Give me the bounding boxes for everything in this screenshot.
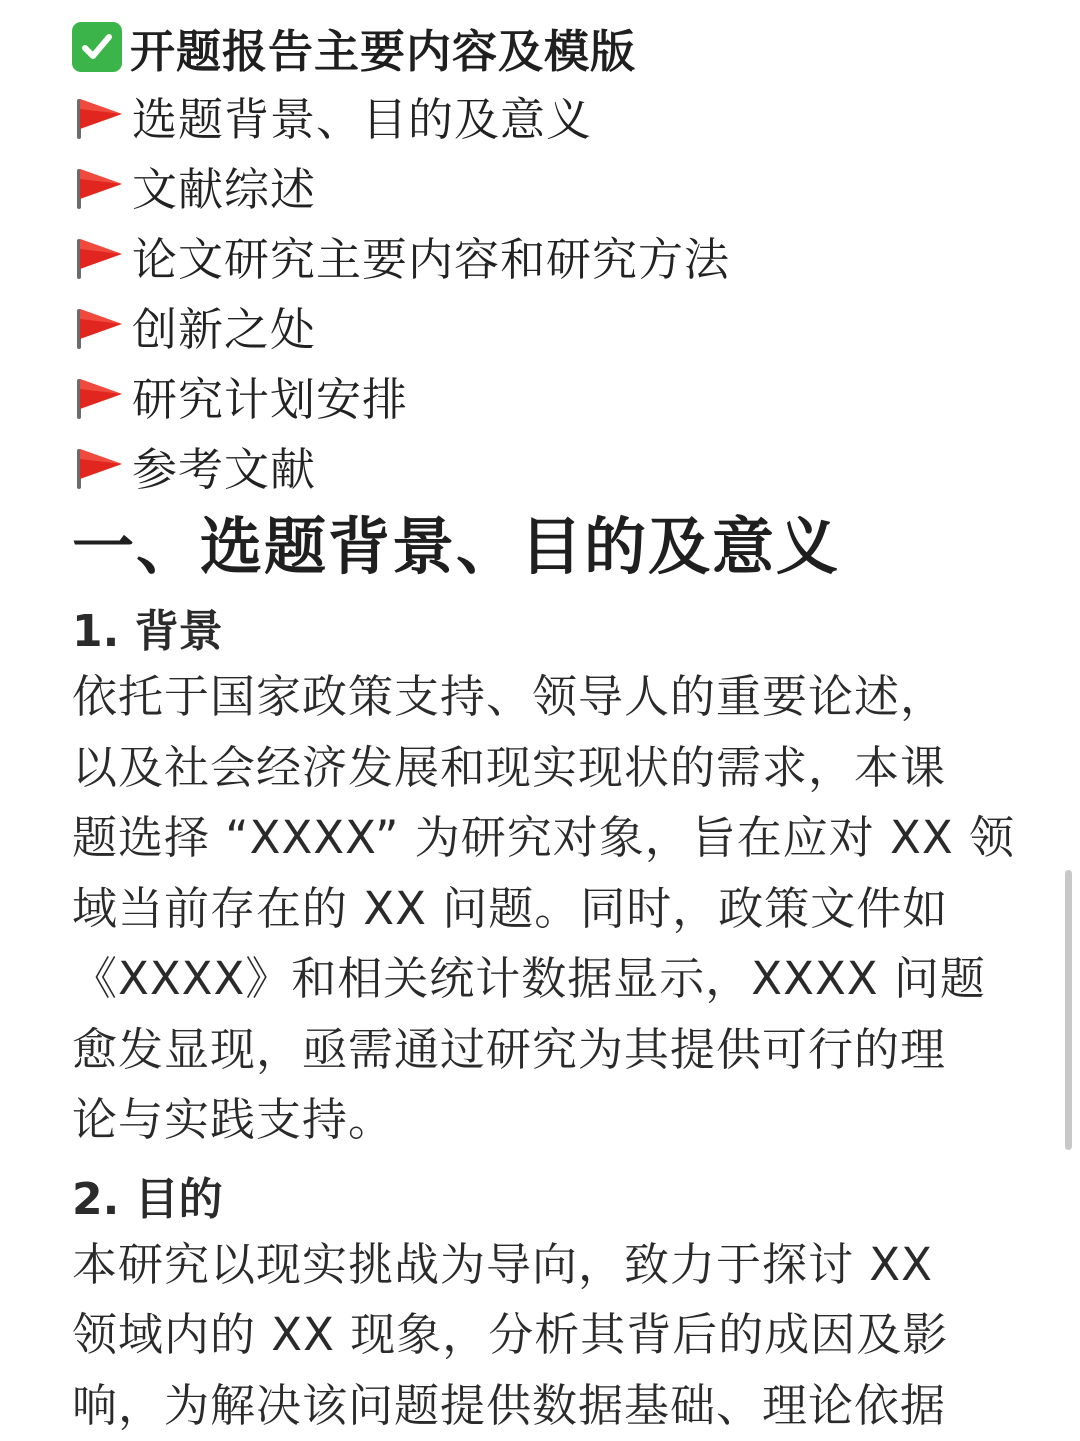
outline-item [72, 220, 1022, 290]
red-flag-icon [72, 227, 126, 283]
paragraph-line: 《XXXX》和相关统计数据显示，XXXX 问题 [72, 944, 1022, 1015]
outline-item-label: 论文研究主要内容和研究方法 [132, 223, 730, 288]
outline-item-label: 参考文献 [132, 433, 316, 498]
red-flag-icon [72, 87, 126, 143]
paragraph-line: 本研究以现实挑战为导向，致力于探讨 XX [72, 1230, 1022, 1301]
purpose-heading: 2. 目的 [72, 1170, 1022, 1230]
section-heading: 一、选题背景、目的及意义 [72, 506, 1022, 588]
paragraph-line: 以及社会经济发展和现实现状的需求，本课 [72, 733, 1022, 804]
title-row [72, 14, 1022, 80]
red-flag-icon [72, 367, 126, 423]
paragraph-line: 响，为解决该问题提供数据基础、理论依据 [72, 1371, 1022, 1441]
outline-item [72, 360, 1022, 430]
red-flag-icon [72, 437, 126, 493]
check-mark-icon [72, 22, 122, 72]
document-page [72, 14, 1022, 1441]
background-heading: 1. 背景 [72, 602, 1022, 662]
outline-item-label: 选题背景、目的及意义 [132, 83, 592, 148]
document-title: 开题报告主要内容及模版 [130, 15, 636, 80]
outline-item-label: 创新之处 [132, 293, 316, 358]
background-paragraph [72, 662, 1022, 1156]
paragraph-line: 题选择 “XXXX” 为研究对象，旨在应对 XX 领 [72, 803, 1022, 874]
paragraph-line: 依托于国家政策支持、领导人的重要论述， [72, 662, 1022, 733]
paragraph-line: 愈发显现，亟需通过研究为其提供可行的理 [72, 1015, 1022, 1086]
outline-item [72, 430, 1022, 500]
outline-item [72, 150, 1022, 220]
outline-item [72, 290, 1022, 360]
vertical-scrollbar[interactable] [1065, 870, 1072, 1150]
outline-item-label: 研究计划安排 [132, 363, 408, 428]
paragraph-line: 论与实践支持。 [72, 1085, 1022, 1156]
red-flag-icon [72, 297, 126, 353]
outline-item [72, 80, 1022, 150]
red-flag-icon [72, 157, 126, 213]
purpose-paragraph [72, 1230, 1022, 1441]
outline-item-label: 文献综述 [132, 153, 316, 218]
paragraph-line: 域当前存在的 XX 问题。同时，政策文件如 [72, 874, 1022, 945]
paragraph-line: 领域内的 XX 现象，分析其背后的成因及影 [72, 1300, 1022, 1371]
outline-list [72, 80, 1022, 500]
